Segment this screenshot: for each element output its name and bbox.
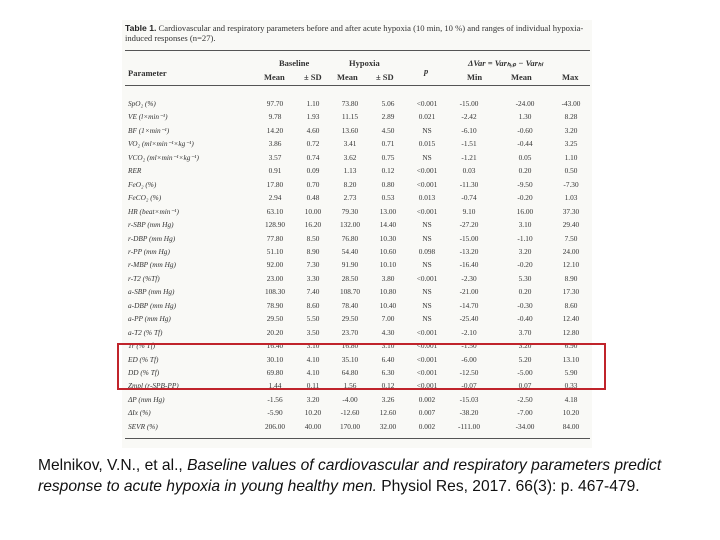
cell-delta-max: 12.80 (562, 327, 580, 337)
header-mean-delta: Mean (511, 72, 532, 82)
cell-param: r-MBP (mm Hg) (128, 260, 176, 270)
cell-delta-mean: -34.00 (515, 421, 535, 431)
table-row (125, 395, 590, 406)
cell-delta-min: -111.00 (458, 421, 480, 431)
cell-delta-min: -1.21 (461, 152, 477, 162)
cell-delta-mean: 3.10 (518, 220, 532, 230)
cell-baseline-mean: 1.44 (268, 381, 282, 391)
cell-hypoxia-mean: 79.30 (341, 206, 359, 216)
cell-delta-min: -6.00 (461, 354, 477, 364)
header-baseline: Baseline (279, 58, 310, 68)
cell-p-value: 0.002 (418, 394, 436, 404)
cell-delta-max: 84.00 (562, 421, 580, 431)
cell-delta-max: 0.33 (564, 381, 578, 391)
cell-delta-mean: 5.20 (518, 354, 532, 364)
cell-p-value: <0.001 (416, 179, 438, 189)
cell-delta-mean: 0.20 (518, 166, 532, 176)
cell-delta-mean: -0.44 (517, 139, 533, 149)
table-row (125, 166, 590, 177)
cell-delta-mean: -9.50 (517, 179, 533, 189)
cell-hypoxia-mean: -12.60 (340, 408, 360, 418)
table-row (125, 422, 590, 433)
cell-p-value: <0.001 (416, 327, 438, 337)
header-rule (125, 85, 590, 86)
cell-delta-min: -11.30 (459, 179, 479, 189)
cell-delta-max: 10.20 (562, 408, 580, 418)
cell-param: r-DBP (mm Hg) (128, 233, 176, 243)
cell-delta-min: -6.10 (461, 125, 477, 135)
cell-baseline-mean: -1.56 (267, 394, 283, 404)
cell-hypoxia-mean: 76.80 (341, 233, 359, 243)
cell-delta-max: 37.30 (562, 206, 580, 216)
cell-delta-mean: -0.40 (517, 314, 533, 324)
cell-delta-mean: 1.30 (518, 112, 532, 122)
cell-delta-max: 8.28 (564, 112, 578, 122)
cell-param: SEVR (%) (128, 421, 158, 431)
cell-delta-max: 3.20 (564, 125, 578, 135)
cell-hypoxia-mean: 132.00 (339, 220, 361, 230)
cell-delta-mean: -24.00 (515, 99, 535, 108)
header-min: Min (467, 72, 483, 82)
table-row (125, 301, 590, 312)
cell-delta-max: 29.40 (562, 220, 580, 230)
cell-param: r-T2 (%Tf) (128, 273, 160, 283)
cell-p-value: 0.098 (418, 246, 436, 256)
cell-p-value: 0.015 (418, 139, 436, 149)
cell-param: a-DBP (mm Hg) (128, 300, 177, 310)
cell-baseline-sd: 5.50 (306, 314, 320, 324)
cell-p-value: NS (422, 152, 432, 162)
cell-param: FeCO₂ (%) (128, 193, 162, 203)
cell-delta-mean: -5.00 (517, 368, 533, 377)
cell-baseline-mean: 92.00 (266, 260, 284, 270)
cell-delta-mean: -0.30 (517, 300, 533, 310)
cell-baseline-mean: 3.57 (268, 152, 282, 162)
cell-p-value: NS (422, 314, 432, 324)
cell-baseline-mean: 51.10 (266, 246, 284, 256)
cell-hypoxia-sd: 0.12 (381, 166, 395, 176)
cell-delta-min: 9.10 (462, 206, 476, 216)
cell-baseline-sd: 3.50 (306, 327, 320, 337)
table-row (125, 234, 590, 245)
header-mean-baseline: Mean (264, 72, 285, 82)
citation-title: Baseline values of cardiovascular and respiratory parameters predict response to acute hypoxia in young healthy men. (38, 457, 662, 495)
citation-authors: Melnikov, V.N., et al., (38, 457, 188, 474)
cell-hypoxia-sd: 6.40 (381, 354, 395, 364)
cell-baseline-sd: 0.70 (306, 179, 320, 189)
cell-param: FeO₂ (%) (128, 179, 157, 189)
cell-delta-max: 4.18 (564, 394, 578, 404)
cell-baseline-mean: 69.80 (266, 368, 284, 377)
cell-delta-max: 12.40 (562, 314, 580, 324)
cell-delta-min: -2.10 (461, 327, 477, 337)
cell-p-value: <0.001 (416, 99, 438, 108)
cell-hypoxia-sd: 3.80 (381, 273, 395, 283)
cell-hypoxia-sd: 0.80 (381, 179, 395, 189)
cell-delta-min: -16.40 (459, 260, 479, 270)
cell-delta-mean: 5.30 (518, 273, 532, 283)
cell-hypoxia-sd: 0.75 (381, 152, 395, 162)
top-rule (125, 50, 590, 51)
cell-param: ED (% Tf) (128, 354, 159, 364)
cell-p-value: NS (422, 125, 432, 135)
cell-baseline-sd: 4.60 (306, 125, 320, 135)
cell-p-value: NS (422, 220, 432, 230)
cell-hypoxia-mean: 91.90 (341, 260, 359, 270)
cell-p-value: 0.013 (418, 193, 436, 203)
cell-param: ΔP (mm Hg) (128, 394, 165, 404)
highlight-box (117, 343, 606, 390)
cell-hypoxia-sd: 4.30 (381, 327, 395, 337)
cell-param: VCO₂ (ml×min⁻¹×kg⁻¹) (128, 152, 199, 162)
cell-hypoxia-mean: 23.70 (341, 327, 359, 337)
cell-baseline-mean: 29.50 (266, 314, 284, 324)
cell-delta-mean: 3.20 (518, 246, 532, 256)
cell-baseline-mean: 3.86 (268, 139, 282, 149)
cell-delta-min: -1.50 (461, 341, 477, 351)
table-row (125, 247, 590, 258)
cell-hypoxia-mean: 29.50 (341, 314, 359, 324)
cell-hypoxia-sd: 14.40 (379, 220, 397, 230)
cell-baseline-sd: 10.00 (304, 206, 322, 216)
cell-baseline-sd: 0.09 (306, 166, 320, 176)
table-row (125, 193, 590, 204)
cell-param: BF (1×min⁻¹) (128, 125, 170, 135)
table-row (125, 328, 590, 339)
cell-baseline-mean: 30.10 (266, 354, 284, 364)
table-row (125, 99, 590, 110)
cell-delta-min: -27.20 (459, 220, 479, 230)
cell-hypoxia-sd: 0.71 (381, 139, 395, 149)
cell-param: VE (l×min⁻¹) (128, 112, 168, 122)
cell-delta-max: 3.25 (564, 139, 578, 149)
cell-delta-mean: -7.00 (517, 408, 533, 418)
cell-delta-max: 24.00 (562, 246, 580, 256)
cell-delta-min: 0.03 (462, 166, 476, 176)
cell-delta-min: -0.74 (461, 193, 477, 203)
cell-hypoxia-mean: 8.20 (343, 179, 357, 189)
cell-param: RER (128, 166, 142, 176)
cell-baseline-sd: 16.20 (304, 220, 322, 230)
table-row (125, 408, 590, 419)
cell-delta-min: -0.07 (461, 381, 477, 391)
cell-baseline-sd: 0.11 (306, 381, 320, 391)
cell-hypoxia-mean: 2.73 (343, 193, 357, 203)
cell-delta-max: 6.90 (564, 341, 578, 351)
table-row (125, 126, 590, 137)
cell-hypoxia-mean: 11.15 (341, 112, 359, 122)
table-row (125, 287, 590, 298)
header-hypoxia: Hypoxia (349, 58, 380, 68)
cell-param: ΔIx (%) (128, 408, 151, 418)
cell-hypoxia-mean: 1.56 (343, 381, 357, 391)
cell-hypoxia-sd: 10.80 (379, 287, 397, 297)
cell-hypoxia-mean: 28.50 (341, 273, 359, 283)
cell-param: SpO₂ (%) (128, 99, 156, 108)
header-delta: ΔVar = Varₕᵧₚ − Varₕₗ (468, 58, 543, 68)
cell-hypoxia-sd: 3.26 (381, 394, 395, 404)
cell-delta-min: -15.00 (459, 233, 479, 243)
cell-baseline-mean: 2.94 (268, 193, 282, 203)
cell-baseline-sd: 3.20 (306, 394, 320, 404)
cell-p-value: <0.001 (416, 368, 438, 377)
cell-delta-min: -13.20 (459, 246, 479, 256)
cell-p-value: <0.001 (416, 273, 438, 283)
cell-param: DD (% Tf) (128, 368, 160, 377)
cell-hypoxia-sd: 10.40 (379, 300, 397, 310)
cell-param: Zmpl (r-SPB-PP) (128, 381, 179, 391)
cell-baseline-sd: 0.48 (306, 193, 320, 203)
cell-delta-max: 0.50 (564, 166, 578, 176)
cell-hypoxia-sd: 6.30 (381, 368, 395, 377)
table-row (125, 207, 590, 218)
cell-hypoxia-mean: 73.80 (341, 99, 359, 108)
cell-baseline-sd: 7.30 (306, 260, 320, 270)
cell-param: r-PP (mm Hg) (128, 246, 170, 256)
cell-baseline-mean: 0.91 (268, 166, 282, 176)
cell-baseline-sd: 0.74 (306, 152, 320, 162)
cell-hypoxia-sd: 10.30 (379, 233, 397, 243)
cell-hypoxia-sd: 13.00 (379, 206, 397, 216)
cell-p-value: <0.001 (416, 341, 438, 351)
cell-hypoxia-mean: -4.00 (342, 394, 358, 404)
cell-hypoxia-sd: 2.89 (381, 112, 395, 122)
cell-baseline-mean: 78.90 (266, 300, 284, 310)
cell-delta-max: 17.30 (562, 287, 580, 297)
cell-baseline-mean: 97.70 (266, 99, 284, 108)
cell-delta-min: -21.00 (459, 287, 479, 297)
cell-hypoxia-mean: 54.40 (341, 246, 359, 256)
cell-baseline-sd: 1.93 (306, 112, 320, 122)
header-max: Max (562, 72, 579, 82)
cell-p-value: <0.001 (416, 381, 438, 391)
cell-baseline-sd: 3.10 (306, 341, 320, 351)
cell-delta-min: -15.03 (459, 394, 479, 404)
table-row (125, 139, 590, 150)
cell-param: a-PP (mm Hg) (128, 314, 171, 324)
cell-delta-min: -2.30 (461, 273, 477, 283)
cell-baseline-mean: -5.90 (267, 408, 283, 418)
cell-delta-max: 5.90 (564, 368, 578, 377)
table-row (125, 260, 590, 271)
cell-delta-max: -7.30 (563, 179, 579, 189)
table-row (125, 220, 590, 231)
cell-p-value: 0.021 (418, 112, 436, 122)
cell-baseline-mean: 20.20 (266, 327, 284, 337)
cell-delta-min: -38.20 (459, 408, 479, 418)
cell-delta-max: 8.60 (564, 300, 578, 310)
cell-baseline-mean: 77.80 (266, 233, 284, 243)
cell-delta-mean: 3.70 (518, 327, 532, 337)
cell-delta-min: -15.00 (459, 99, 479, 108)
cell-baseline-sd: 8.60 (306, 300, 320, 310)
table-row (125, 153, 590, 164)
table-caption (125, 23, 590, 43)
cell-baseline-sd: 7.40 (306, 287, 320, 297)
cell-p-value: 0.007 (418, 408, 436, 418)
cell-baseline-sd: 10.20 (304, 408, 322, 418)
cell-baseline-mean: 17.80 (266, 179, 284, 189)
cell-delta-max: 8.90 (564, 273, 578, 283)
cell-hypoxia-mean: 1.13 (343, 166, 357, 176)
cell-delta-mean: 16.00 (516, 206, 534, 216)
cell-delta-mean: -0.60 (517, 125, 533, 135)
cell-baseline-sd: 8.90 (306, 246, 320, 256)
table-row (125, 180, 590, 191)
cell-delta-mean: 3.20 (518, 341, 532, 351)
cell-delta-max: -43.00 (561, 99, 581, 108)
cell-baseline-sd: 4.10 (306, 354, 320, 364)
cell-p-value: NS (422, 260, 432, 270)
cell-baseline-sd: 0.72 (306, 139, 320, 149)
bottom-rule (125, 438, 590, 439)
cell-baseline-sd: 40.00 (304, 421, 322, 431)
cell-baseline-sd: 3.30 (306, 273, 320, 283)
cell-hypoxia-mean: 13.60 (341, 125, 359, 135)
cell-delta-min: -25.40 (459, 314, 479, 324)
cell-delta-mean: -2.50 (517, 394, 533, 404)
cell-baseline-mean: 14.20 (266, 125, 284, 135)
cell-hypoxia-mean: 78.40 (341, 300, 359, 310)
caption-label: Table 1. (125, 23, 157, 33)
cell-hypoxia-sd: 5.06 (381, 99, 395, 108)
cell-param: a-T2 (% Tf) (128, 327, 163, 337)
header-parameter: Parameter (128, 68, 167, 78)
cell-hypoxia-sd: 7.00 (381, 314, 395, 324)
cell-hypoxia-sd: 10.10 (379, 260, 397, 270)
table-row (125, 112, 590, 123)
cell-baseline-sd: 1.10 (306, 99, 320, 108)
cell-p-value: NS (422, 300, 432, 310)
cell-hypoxia-mean: 3.41 (343, 139, 357, 149)
cell-param: VO₂ (ml×min⁻¹×kg⁻¹) (128, 139, 194, 149)
cell-param: r-SBP (mm Hg) (128, 220, 174, 230)
cell-delta-mean: -1.10 (517, 233, 533, 243)
cell-delta-min: -12.50 (459, 368, 479, 377)
header-sd-hypoxia: ± SD (376, 72, 394, 82)
cell-baseline-sd: 4.10 (306, 368, 320, 377)
header-mean-hypoxia: Mean (337, 72, 358, 82)
cell-hypoxia-mean: 108.70 (339, 287, 361, 297)
citation-journal: Physiol Res, 2017. 66(3): p. 467-479. (376, 478, 640, 495)
cell-p-value: <0.001 (416, 206, 438, 216)
cell-delta-max: 1.03 (564, 193, 578, 203)
cell-baseline-mean: 128.90 (264, 220, 286, 230)
cell-hypoxia-mean: 3.62 (343, 152, 357, 162)
cell-hypoxia-sd: 32.00 (379, 421, 397, 431)
cell-p-value: <0.001 (416, 166, 438, 176)
cell-baseline-mean: 16.40 (266, 341, 284, 351)
cell-hypoxia-sd: 4.50 (381, 125, 395, 135)
cell-delta-min: -2.42 (461, 112, 477, 122)
cell-delta-max: 12.10 (562, 260, 580, 270)
table-row (125, 274, 590, 285)
cell-hypoxia-mean: 35.10 (341, 354, 359, 364)
cell-delta-max: 1.10 (564, 152, 578, 162)
cell-param: HR (beat×min⁻¹) (128, 206, 179, 216)
cell-baseline-mean: 9.78 (268, 112, 282, 122)
cell-delta-min: -1.51 (461, 139, 477, 149)
cell-p-value: NS (422, 287, 432, 297)
cell-hypoxia-sd: 0.53 (381, 193, 395, 203)
cell-delta-max: 7.50 (564, 233, 578, 243)
cell-delta-min: -14.70 (459, 300, 479, 310)
caption-text: Cardiovascular and respiratory parameters before and after acute hypoxia (10 min, 10 %) and ranges of individual hypoxia-induced responses (n=27). (125, 23, 584, 43)
cell-p-value: 0.002 (418, 421, 436, 431)
cell-hypoxia-mean: 64.80 (341, 368, 359, 377)
header-p: p (424, 66, 429, 76)
cell-delta-mean: -0.20 (517, 260, 533, 270)
table-row (125, 314, 590, 325)
cell-baseline-mean: 23.00 (266, 273, 284, 283)
cell-delta-mean: 0.05 (518, 152, 532, 162)
cell-baseline-mean: 108.30 (264, 287, 286, 297)
cell-hypoxia-sd: 10.60 (379, 246, 397, 256)
cell-param: a-SBP (mm Hg) (128, 287, 175, 297)
cell-delta-mean: 0.20 (518, 287, 532, 297)
cell-delta-mean: -0.20 (517, 193, 533, 203)
cell-hypoxia-sd: 12.60 (379, 408, 397, 418)
cell-hypoxia-mean: 16.80 (341, 341, 359, 351)
cell-baseline-sd: 8.50 (306, 233, 320, 243)
cell-param: Tr (% Tf) (128, 341, 156, 351)
citation (38, 455, 698, 497)
cell-baseline-mean: 206.00 (264, 421, 286, 431)
header-sd-baseline: ± SD (304, 72, 322, 82)
cell-p-value: <0.001 (416, 354, 438, 364)
cell-hypoxia-sd: 0.12 (381, 381, 395, 391)
cell-hypoxia-mean: 170.00 (339, 421, 361, 431)
cell-p-value: NS (422, 233, 432, 243)
cell-baseline-mean: 63.10 (266, 206, 284, 216)
cell-delta-mean: 0.07 (518, 381, 532, 391)
cell-hypoxia-sd: 3.10 (381, 341, 395, 351)
cell-delta-max: 13.10 (562, 354, 580, 364)
